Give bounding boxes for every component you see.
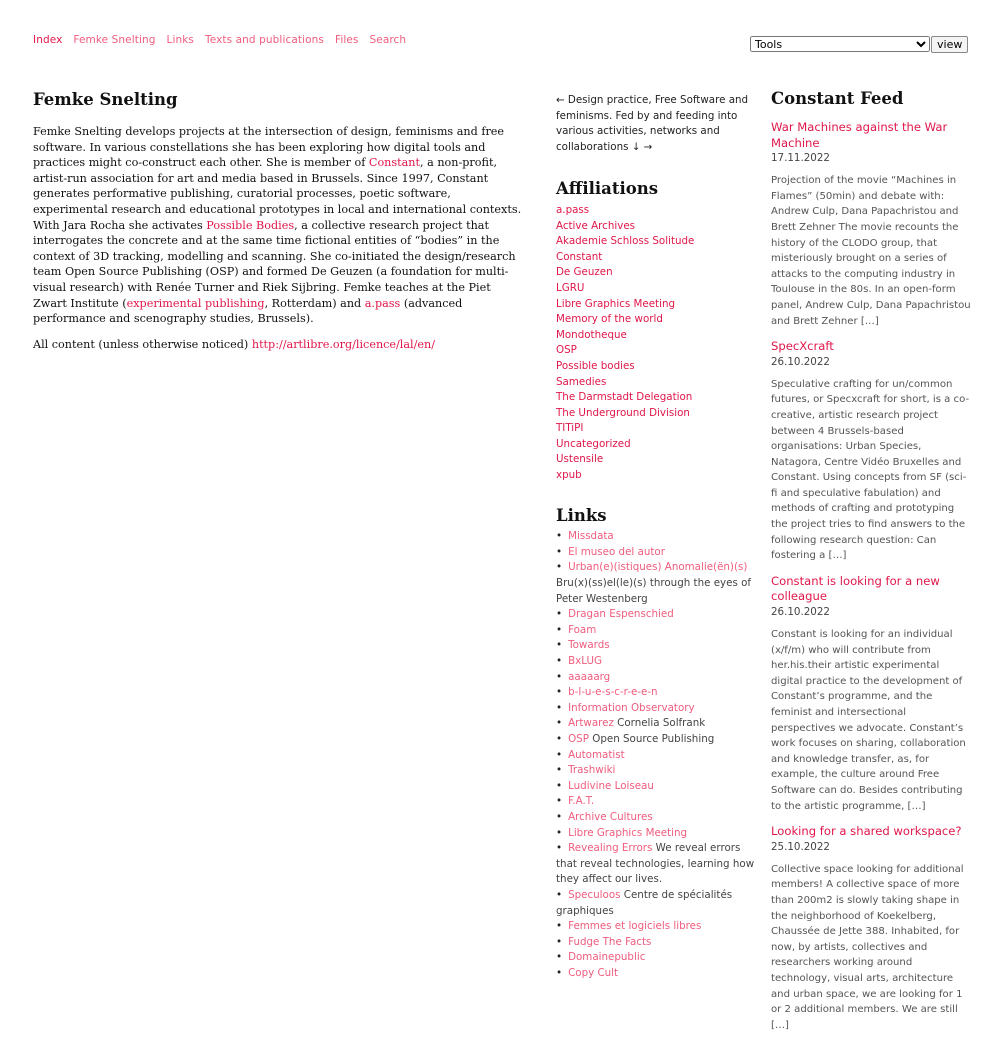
top-navigation [33,34,417,46]
link-item [556,670,756,686]
bullet-icon: • [556,545,563,558]
affiliation-item[interactable]: Possible bodies [556,359,635,372]
link-item [556,810,756,826]
bullet-icon: • [556,951,563,964]
affiliation-item[interactable]: Active Archives [556,219,636,232]
nav-item-femke-snelting[interactable]: Femke Snelting [73,34,156,46]
nav-item-files[interactable]: Files [334,34,359,46]
bullet-icon: • [556,655,563,667]
affiliation-item[interactable]: xpub [556,469,582,482]
bullet-icon: • [556,623,563,636]
bio-text: (advanced performance and scenography studies, Brussels). [33,296,463,326]
tagline: ← Design practice, Free Software and feminisms. Fed by and feeding into various activities, networks and collaborations ↓ → [556,94,749,153]
affiliations-heading: Affiliations [556,179,659,199]
bullet-icon: • [556,748,563,761]
link-item [556,888,756,919]
bullet-icon: • [556,686,563,699]
link-anchor[interactable]: Automatist [568,748,625,761]
bio-link[interactable]: Possible Bodies [206,218,295,232]
affiliation-item[interactable]: Memory of the world [556,313,663,326]
constant-feed [771,89,971,1043]
link-anchor[interactable]: Fudge The Facts [568,935,652,948]
bullet-icon: • [556,795,563,808]
feed-post-title[interactable]: SpecXcraft [771,339,834,354]
link-description: Centre de spécialités graphiques [556,888,733,917]
feed-post-date: 26.10.2022 [771,606,830,619]
link-anchor[interactable]: Trashwiki [568,764,616,777]
link-anchor[interactable]: Libre Graphics Meeting [568,826,688,839]
link-item [556,654,756,670]
feed-heading: Constant Feed [771,89,904,108]
bullet-icon: • [556,561,563,574]
affiliation-item[interactable]: Uncategorized [556,437,631,450]
link-anchor[interactable]: Archive Cultures [568,810,653,823]
link-item [556,794,756,810]
affiliation-item[interactable]: Akademie Schloss Solitude [556,235,695,248]
feed-post [771,824,971,1033]
link-anchor[interactable]: Femmes et logiciels libres [568,920,702,933]
link-anchor[interactable]: BxLUG [568,655,602,667]
affiliation-item[interactable]: Constant [556,250,603,263]
nav-item-index[interactable]: Index [33,34,63,46]
nav-item-search[interactable]: Search [369,34,407,46]
bullet-icon: • [556,966,563,979]
links-list [556,529,756,981]
license-text: All content (unless otherwise noticed) [33,337,252,351]
link-item [556,748,756,764]
bullet-icon: • [556,842,563,855]
feed-posts [771,120,971,1033]
feed-post-title[interactable]: War Machines against the War Machine [771,120,948,150]
bullet-icon: • [556,764,563,777]
bio-text: , a collective research project that interrogates the concrete and at the same time fictional entities of “bodies” in the context of 3D tracking, modelling and scanning. She co-initiated the design/research team Open Source Publishing (OSP) and formed De Geuzen (a foundation for multi-visual research) with Renée Turner and Riek Sijbring. Femke teaches at the Piet Zwart Institute ( [33,218,516,310]
link-anchor[interactable]: Speculoos [568,888,621,901]
bullet-icon: • [556,608,563,621]
link-item [556,545,756,561]
bio-link[interactable]: experimental publishing [126,296,265,310]
link-item [556,919,756,935]
bullet-icon: • [556,732,563,745]
links-heading: Links [556,505,607,525]
feed-post-excerpt: Constant is looking for an individual (x/f/m) who will contribute from her.his.their artistic experimental digital practice to the development of Constant’s programme, and the feminist and intersectional perspectives we advocate. Constant’s work focuses on sharing, collaboration and knowledge transfer, as, for example, the culture around Free Software can do. Besides contributing to the artistic programme, […] [771,629,966,812]
affiliation-item[interactable]: The Underground Division [556,406,690,419]
link-description: Open Source Publishing [592,732,715,745]
bullet-icon: • [556,670,563,683]
page-title: Femke Snelting [33,90,178,109]
link-item [556,529,756,545]
link-anchor[interactable]: Copy Cult [568,966,619,979]
link-item [556,716,756,732]
bio-text: Femke Snelting develops projects at the intersection of design, feminisms and free software. In various constellations she has been exploring how digital tools and practices might co-construct each other. She is member of [33,125,505,170]
link-item [556,560,756,607]
link-item [556,685,756,701]
bio-text: , Rotterdam) and [264,296,365,310]
bullet-icon: • [556,888,563,901]
link-anchor[interactable]: Artwarez [568,717,614,730]
link-item [556,966,756,982]
link-anchor[interactable]: Foam [568,623,597,636]
link-anchor[interactable]: El museo del autor [568,545,665,558]
feed-post-excerpt: Speculative crafting for un/common futures, or Specxcraft for short, is a co-creative, artistic research project between 4 Brussels-based organisations: Urban Species, Natagora, Centre Vidéo Bruxelles and Constant. Using concepts from SF (sci-fi and speculative fabulation) and methods of crafting and prototyping the project tries to find answers to the following research question: Can fostering a […] [771,378,970,562]
nav-item-links[interactable]: Links [166,34,194,46]
affiliation-item[interactable]: TITiPI [556,422,584,435]
link-item [556,779,756,795]
middle-column [556,93,756,981]
link-item [556,623,756,639]
link-anchor[interactable]: OSP [568,732,589,745]
bullet-icon: • [556,701,563,714]
feed-post-date: 17.11.2022 [771,152,830,165]
affiliation-item[interactable]: Samedies [556,375,607,388]
feed-post [771,339,971,564]
bullet-icon: • [556,639,563,652]
feed-post [771,574,971,814]
link-description: Cornelia Solfrank [617,717,706,730]
feed-post-excerpt: Projection of the movie “Machines in Flames” (50min) and debate with: Andrew Culp, Dana Papachristou and Brett Zehner The movie recounts the history of the CLODO group, that misteriously brought on a series of attacks to the computing industry in Toulouse in the 80s. In an open-form panel, Andrew Culp, Dana Papachristou and Brett Zehner […] [771,175,971,327]
link-item [556,607,756,623]
feed-post-title[interactable]: Constant is looking for a new colleague [771,573,940,604]
license-paragraph [33,337,523,353]
bullet-icon: • [556,717,563,730]
link-item [556,950,756,966]
bio-link[interactable]: Constant [368,156,420,170]
affiliation-item[interactable]: LGRU [556,281,585,294]
bio-text: , a non-profit, artist-run association for art and media based in Brussels. Since 1997, Constant generates performative publishing, curatorial processes, poetic software, experimental research and educational prototypes in local and international contexts. With Jara Rocha she activates [33,156,522,232]
link-anchor[interactable]: Information Observatory [568,701,695,714]
feed-post-date: 26.10.2022 [771,355,830,368]
link-anchor[interactable]: Urban(e)(istiques) Anomalie(ën)(s) [568,561,748,574]
license-link[interactable]: http://artlibre.org/licence/lal/en/ [251,337,435,351]
link-anchor[interactable]: Ludivine Loiseau [568,779,654,792]
link-item [556,701,756,717]
bullet-icon: • [556,779,563,792]
affiliation-item[interactable]: De Geuzen [556,266,613,279]
feed-post-excerpt: Collective space looking for additional members! A collective space of more than 200m2 is slowly taking shape in the neighborhood of Koekelberg, Chaussée de Jette 388. Inhabited, for now, by artists, collectives and researchers working around technology, visual arts, architecture and urban space, we are looking for 1 or 2 additional members. We are still […] [771,863,964,1031]
link-anchor[interactable]: Domainepublic [568,951,646,964]
link-item [556,826,756,842]
view-button[interactable]: view [931,36,968,53]
bullet-icon: • [556,810,563,823]
tools-select[interactable] [750,36,930,52]
affiliation-item[interactable]: The Darmstadt Delegation [556,391,693,404]
affiliation-item[interactable]: Ustensile [556,453,604,466]
affiliation-item[interactable]: Mondotheque [556,328,627,341]
link-item [556,638,756,654]
bio-link[interactable]: a.pass [364,296,401,310]
link-anchor[interactable]: b-l-u-e-s-c-r-e-e-n [568,686,658,699]
link-anchor[interactable]: F.A.T. [568,795,595,808]
feed-post-date: 25.10.2022 [771,840,830,853]
feed-post [771,120,971,329]
affiliation-item[interactable]: OSP [556,344,577,357]
nav-item-texts-and-publications[interactable]: Texts and publications [205,34,324,46]
link-description: We reveal errors that reveal technologies, learning how they affect our lives. [556,842,755,886]
bullet-icon: • [556,826,563,839]
bullet-icon: • [556,530,563,543]
bullet-icon: • [556,935,563,948]
link-item [556,763,756,779]
link-item [556,732,756,748]
tools-view-form [750,33,968,53]
link-anchor[interactable]: Revealing Errors [568,842,653,855]
affiliation-item[interactable]: a.pass [556,203,590,216]
link-anchor[interactable]: Missdata [568,530,614,543]
affiliation-item[interactable]: Libre Graphics Meeting [556,297,676,310]
main-content [33,90,523,362]
link-item [556,841,756,888]
link-description: Bru(x)(ss)el(le)(s) through the eyes of Peter Westenberg [556,577,752,605]
link-anchor[interactable]: aaaaarg [568,670,611,683]
feed-post-title[interactable]: Looking for a shared workspace? [771,824,962,839]
affiliations-list [556,203,756,484]
link-anchor[interactable]: Towards [568,639,610,652]
bullet-icon: • [556,920,563,933]
link-anchor[interactable]: Dragan Espenschied [568,608,674,621]
link-item [556,935,756,951]
bio-paragraph [33,124,523,327]
